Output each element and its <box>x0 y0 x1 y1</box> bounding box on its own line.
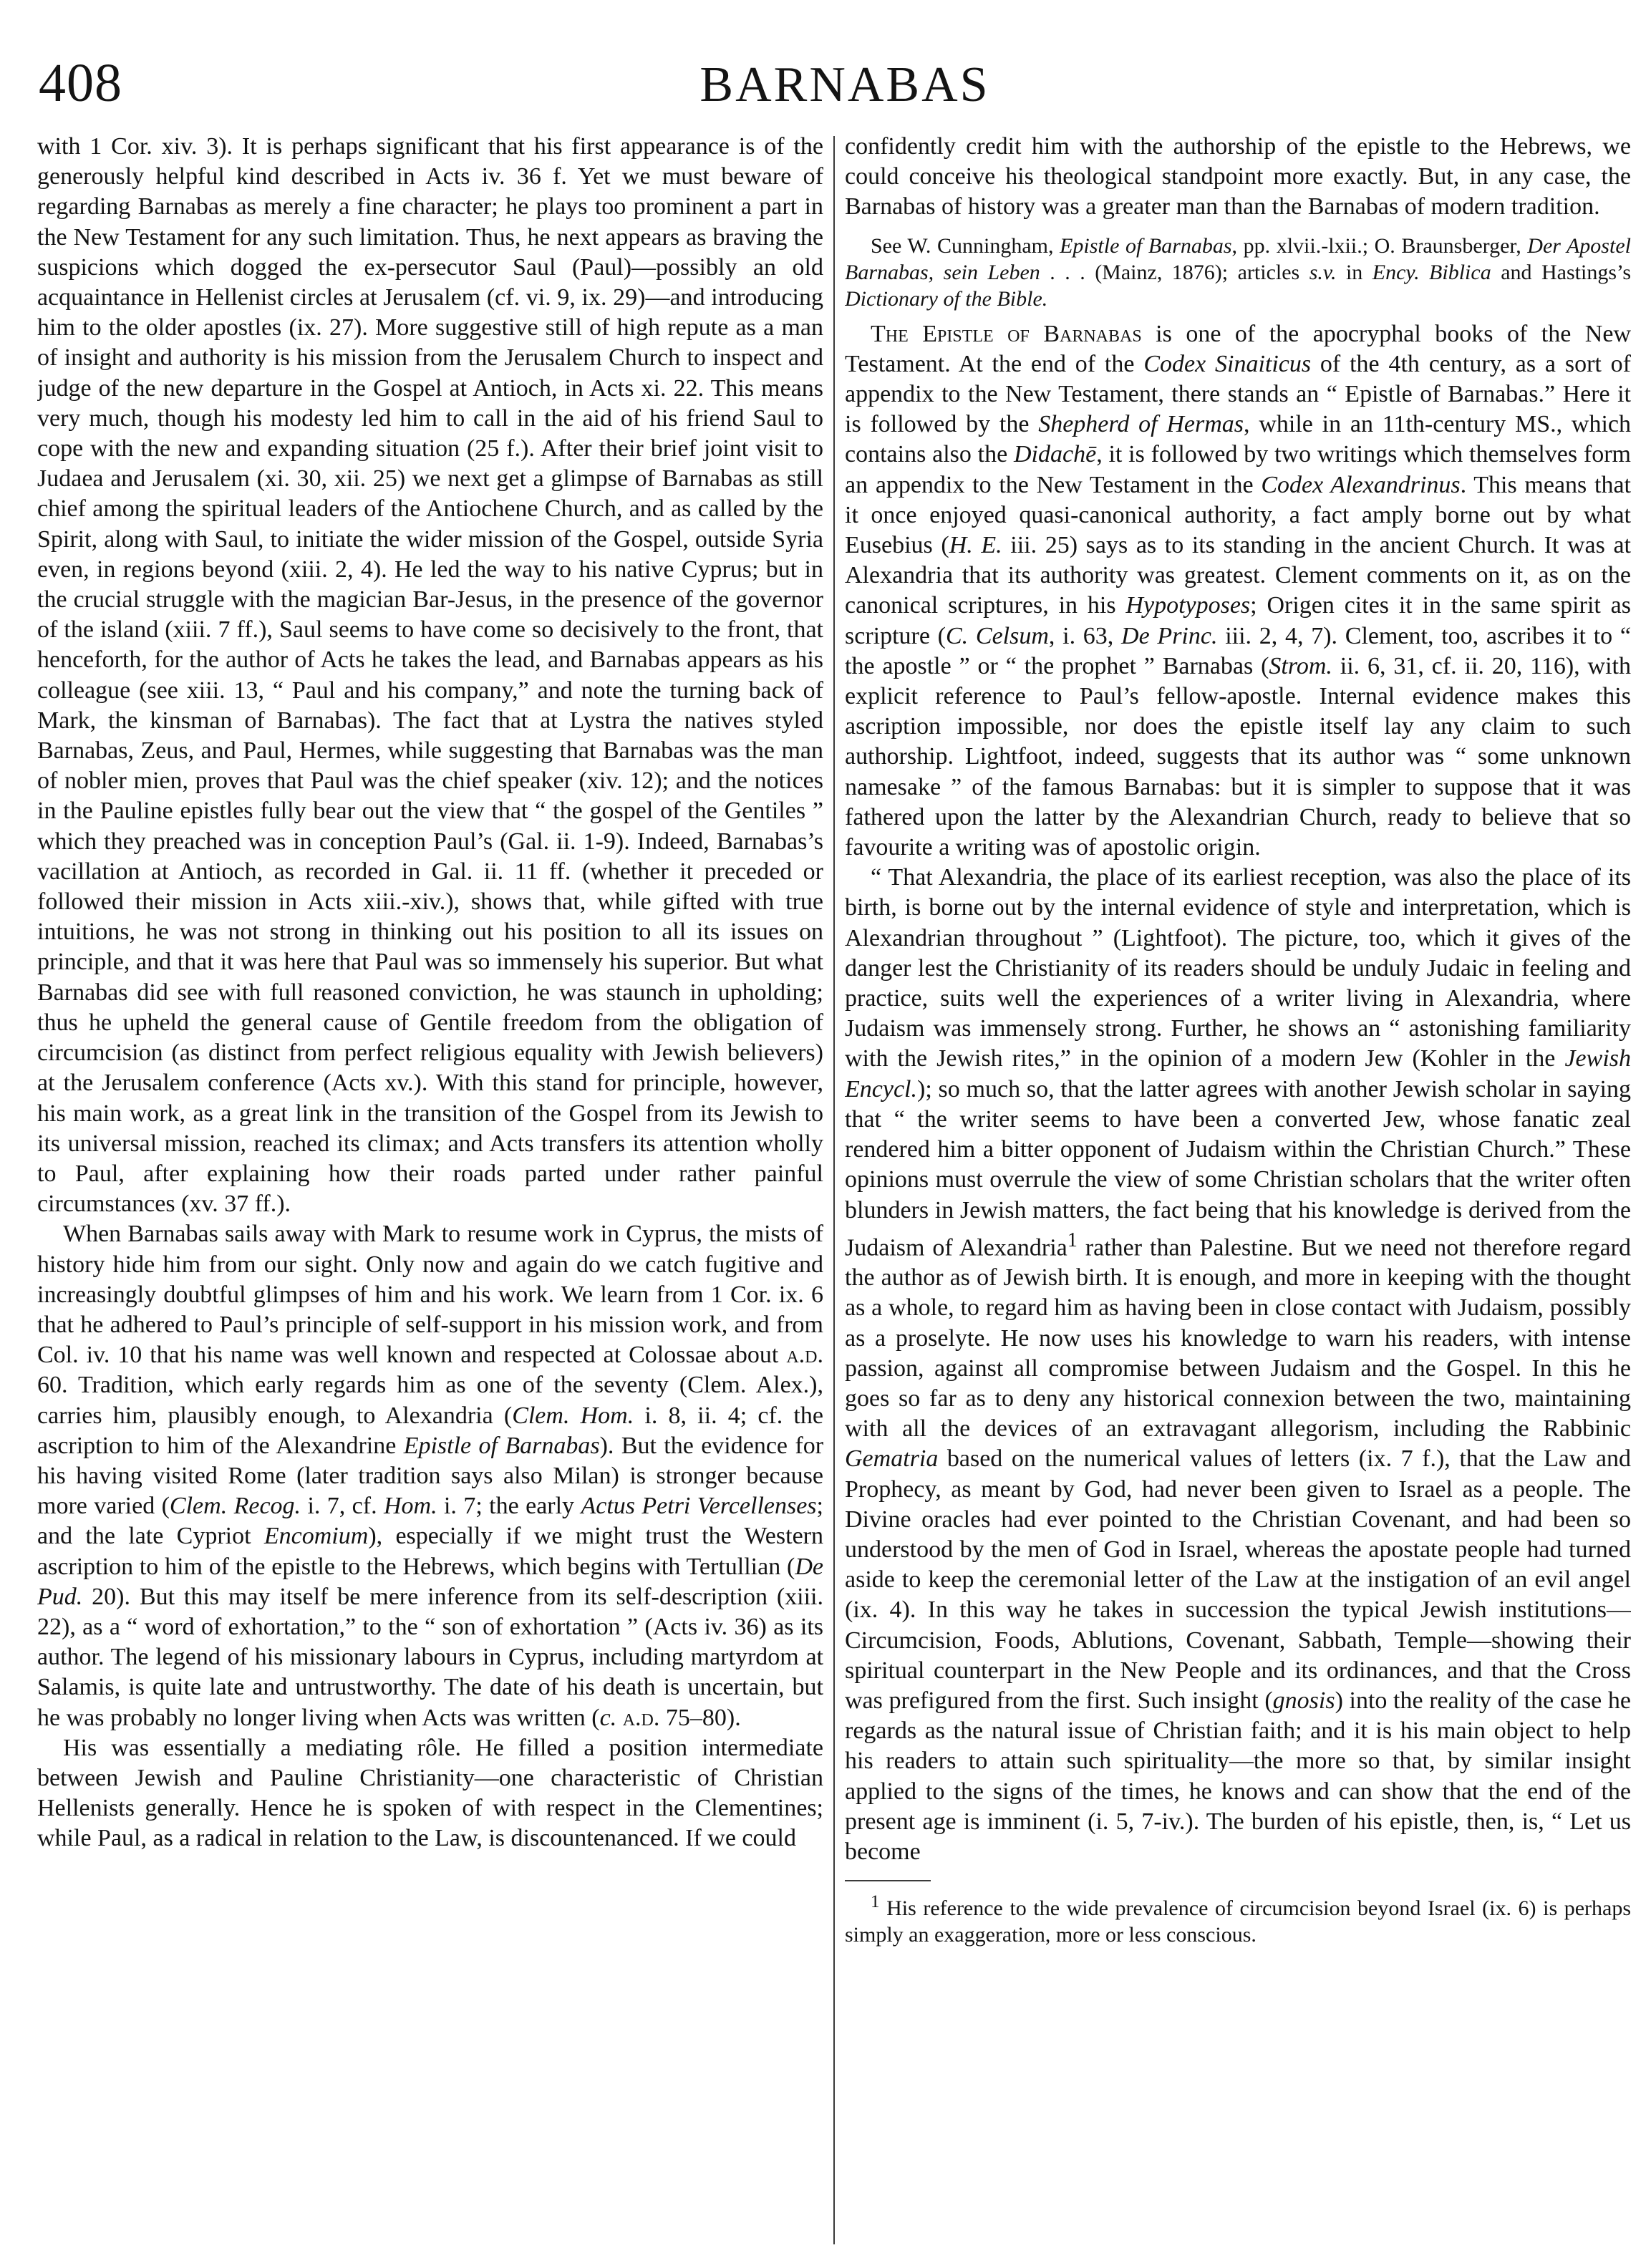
page-number: 408 <box>39 53 122 113</box>
running-title: BARNABAS <box>699 57 990 112</box>
text-run: of the 4th century, as a sort of appendix to the New Testament, there stands an “ Epistle of Barnabas.” Here it is followed by the <box>845 350 1631 438</box>
era-abbreviation: a.d. <box>622 1704 660 1731</box>
era-abbreviation: a.d. <box>786 1342 823 1369</box>
footnote-text: His reference to the wide prevalence of circumcision beyond Israel (ix. 6) is perhaps simply an exaggeration, more or less conscious. <box>845 1896 1631 1947</box>
paragraph-early-career: with 1 Cor. xiv. 3). It is perhaps significant that his first appearance is of the generously helpful kind described in Acts iv. 36 f. Yet we must beware of regarding Barnabas as merely a fine character; he plays too prominent a part in the New Testament for any such limitation. Thus, he next appears as braving the suspicions which dogged the ex-persecutor Saul (Paul)—possibly an old acquaintance in Hellenist circles at Jerusalem (cf. vi. 9, ix. 29)—and introducing him to the older apostles (ix. 27). More suggestive still of high repute as a man of insight and authority is his mission from the Jerusalem Church to inspect and judge of the new departure in the Gospel at Antioch, in Acts xi. 22. This means very much, though his modesty led him to call in the aid of his friend Saul to cope with the new and expanding situation (25 f.). After their brief joint visit to Judaea and Jerusalem (xi. 30, xii. 25) we next get a glimpse of Barnabas as still chief among the spiritual leaders of the Antiochene Church, and as called by the Spirit, along with Saul, to initiate the wider mission of the Gospel, outside Syria even, in regions beyond (xiii. 2, 4). He led the way to his native Cyprus; but in the crucial struggle with the magician Bar-Jesus, in the presence of the governor of the island (xiii. 7 ff.), Saul seems to have come so decisively to the front, that henceforth, for the author of Acts he takes the lead, and Barnabas appears as his colleague (see xiii. 13, “ Paul and his company,” and note the turning back of Mark, the kinsman of Barnabas). The fact that at Lystra the natives styled Barnabas, Zeus, and Paul, Hermes, while suggesting that Barnabas was the man of nobler mien, proves that Paul was the chief speaker (xiv. 12); and the notices in the Pauline epistles fully bear out the view that “ the gospel of the Gentiles ” which they preached was in conception Paul’s (Gal. ii. 1-9). Indeed, Barnabas’s vacillation at Antioch, as recorded in Gal. ii. 11 ff. (whether it preceded or followed their mission in Acts xiii.-xiv.), shows that, while gifted with true intuitions, he was not strong in thinking out his position to all its issues on principle, and that it was here that Paul was so immensely his superior. But what Barnabas did see with full reasoned conviction, he was staunch in upholding; thus he upheld the general cause of Gentile freedom from the obligation of circumcision (as distinct from perfect religious equality with Jewish believers) at the Jerusalem conference (Acts xv.). With this stand for principle, however, his main work, as a great link in the transition of the Gospel from its Jewish to its universal mission, reached its climax; and Acts transfers its attention wholly to Paul, after explaining how their roads parted under rather painful circumstances (xv. 37 ff.). <box>37 133 823 1218</box>
work-title: H. E. <box>949 532 1002 559</box>
text-run: . . . (Mainz, 1876); articles <box>1040 260 1309 284</box>
text-run: is one of the apocryphal books of the New Testament. At the end of the <box>845 320 1631 377</box>
paragraph-mediating-role: His was essentially a mediating rôle. He filled a position intermediate between Jewish and Pauline Christianity—one characteristic of Christian Hellenists generally. Hence he is spoken of with respect in the Clementines; while Paul, as a radical in relation to the Law, is discountenanced. If we could <box>37 1734 823 1852</box>
abbreviation: s.v. <box>1309 260 1337 284</box>
text-run: i. 7, cf. <box>301 1493 384 1520</box>
bibliography-note <box>845 233 1631 312</box>
text-run: ii. 6, 31, cf. ii. 20, 116), with explicit reference to Paul’s fellow-apostle. Internal evidence makes this ascription impossible, nor does the epistle itself lay any claim to such authorship. Lightfoot, indeed, suggests that its author was “ some unknown namesake ” of the famous Barnabas: but it is simpler to suppose that it was fathered upon the latter by the Alexandrian Church, ready to believe that so favourite a writing was of apostolic origin. <box>845 652 1631 861</box>
text-run: based on the numerical values of letters (ix. 7 f.), that the Law and Prophecy, as meant by God, had never been given to Israel as a people. The Divine oracles had ever pointed to the Christian Covenant, and had been so understood by the men of God in Israel, whereas the apostate people had turned aside to keep the ceremonial letter of the Law at the instigation of an evil angel (ix. 4). In this way he takes in succession the typical Jewish institutions—Circumcision, Foods, Ablutions, Covenant, Sabbath, Temple—showing their spiritual counterpart in the New People and its ordinances, and that the Cross was prefigured from the first. Such insight ( <box>845 1445 1631 1715</box>
work-title: Strom. <box>1269 652 1332 679</box>
work-title: De Pud. <box>37 1553 823 1610</box>
text-run: . This means that it once enjoyed quasi-canonical authority, a fact amply borne out by what Eusebius ( <box>845 471 1631 559</box>
work-title: Clem. Recog. <box>169 1493 301 1520</box>
paragraph-continuation: confidently credit him with the authorship of the epistle to the Hebrews, we could conceive his theological standpoint more exactly. But, in any case, the Barnabas of history was a greater man than the Barnabas of modern tradition. <box>845 133 1631 220</box>
work-title: Didachē <box>1014 441 1097 468</box>
work-title: Hom. <box>383 1493 437 1520</box>
term: Gematria <box>845 1445 939 1473</box>
work-title: Codex Alexandrinus <box>1261 471 1461 498</box>
work-title: Jewish Encycl. <box>845 1045 1631 1102</box>
work-title: Dictionary of the Bible. <box>845 286 1048 311</box>
text-run: rather than Palestine. But we need not therefore regard the author as of Jewish birth. It is enough, and more in keeping with the thought as a whole, to regard him as having been in close contact with Judaism, possibly as a proselyte. He now uses his knowledge to warn his readers, with intense passion, against all compromise between Judaism and the Gospel. In this he goes so far as to deny any historical connexion between the two, maintaining with all the devices of an extravagant allegorism, including the Rabbinic <box>845 1234 1631 1443</box>
footnote-divider <box>845 1880 931 1881</box>
work-title: Codex Sinaiticus <box>1143 350 1312 377</box>
text-run: i. 8, ii. 4; cf. the ascription to him of the Alexandrine <box>37 1402 823 1459</box>
text-run: ; and the late Cypriot <box>37 1493 823 1550</box>
text-run: and Hastings’s <box>1491 260 1631 284</box>
work-title: Clem. Hom. <box>512 1402 634 1429</box>
circa-abbreviation: c. <box>599 1704 617 1731</box>
text-run: iii. 2, 4, 7). Clement, too, ascribes it to “ the apostle ” or “ the prophet ” Barnabas ( <box>845 622 1631 679</box>
text-run: ); so much so, that the latter agrees with another Jewish scholar in saying that “ the writer seems to have been a converted Jew, whose fanatic zeal rendered him a bitter opponent of Judaism within the Christian Church.” These opinions must overrule the view of some Christian scholars that the writer often blunders in Jewish matters, the fact being that his knowledge is derived from the Judaism of Alexandria <box>845 1075 1631 1261</box>
text-run: in <box>1336 260 1372 284</box>
text-run: , pp. xlvii.-lxii.; O. Braunsberger, <box>1231 233 1528 258</box>
work-title: Der Apostel Barnabas, sein Leben <box>845 233 1631 284</box>
work-title: Actus Petri Vercellenses <box>581 1493 817 1520</box>
text-run: , while in an 11th-century MS., which contains also the <box>845 411 1631 468</box>
text-run: See W. Cunningham, <box>871 233 1060 258</box>
paragraph-later-tradition <box>37 1219 823 1732</box>
footnote-marker: 1 <box>871 1892 880 1912</box>
paragraph-alexandrian-origin <box>845 863 1631 1867</box>
column-divider <box>833 136 835 2244</box>
work-title: Encomium <box>263 1523 369 1550</box>
footnote <box>845 1889 1631 1948</box>
text-run: 20). But this may itself be mere inference from its self-description (xiii. 22), as a “ word of exhortation,” to the “ son of exhortation ” (Acts iv. 36) as its author. The legend of his missionary labours in Cyprus, including martyrdom at Salamis, is quite late and untrustworthy. The date of his death is uncertain, but he was probably no longer living when Acts was written ( <box>37 1583 823 1731</box>
work-title: De Princ. <box>1121 622 1218 649</box>
footnote-reference: 1 <box>1067 1228 1078 1251</box>
text-run: “ That Alexandria, the place of its earliest reception, was also the place of its birth, is borne out by the internal evidence of style and interpretation, which is Alexandrian throughout ” (Lightfoot). The picture, too, which it gives of the danger lest the Christianity of its readers should be unduly Judaic in feeling and practice, suits well the experiences of a writer living in Alexandria, where Judaism was immensely strong. Further, he shows an “ astonishing familiarity with the Jewish rites,” in the opinion of a modern Jew (Kohler in the <box>845 864 1631 1072</box>
work-title: Ency. Biblica <box>1372 260 1491 284</box>
entry-heading: The Epistle of Barnabas <box>871 320 1142 347</box>
text-run: ). But the evidence for his having visited Rome (later tradition says also Milan) is stronger because more varied ( <box>37 1432 823 1520</box>
work-title: Hypotyposes <box>1125 592 1251 619</box>
text-run: i. 7; the early <box>437 1493 581 1520</box>
left-column <box>37 132 823 2251</box>
text-run: ; Origen cites it in the same spirit as scripture ( <box>845 592 1631 649</box>
right-column <box>845 132 1631 2251</box>
work-title: C. Celsum <box>946 622 1049 649</box>
text-run: ) into the reality of the case he regards as the natural issue of Christian faith; and it is his main object to help his readers to attain such spirituality—the more so that, by similar insight applied to the signs of the times, he knows and can show that the end of the present age is imminent (i. 5, 7-iv.). The burden of his epistle, then, is, “ Let us become <box>845 1687 1631 1866</box>
text-run: 60. Tradition, which early regards him as one of the seventy (Clem. Alex.), carries him, plausibly enough, to Alexandria ( <box>37 1372 823 1429</box>
text-run: iii. 25) says as to its standing in the ancient Church. It was at Alexandria that its authority was greatest. Clement comments on it, as on the canonical scriptures, in his <box>845 532 1631 619</box>
text-run: When Barnabas sails away with Mark to resume work in Cyprus, the mists of history hide him from our sight. Only now and again do we catch fugitive and increasingly doubtful glimpses of him and his work. We learn from 1 Cor. ix. 6 that he adhered to Paul’s principle of self-support in his mission work, and from Col. iv. 10 that his name was well known and respected at Colossae about <box>37 1221 823 1369</box>
work-title: Epistle of Barnabas <box>1060 233 1232 258</box>
text-run: , it is followed by two writings which themselves form an appendix to the New Testament in the <box>845 441 1631 498</box>
term: gnosis <box>1272 1687 1335 1715</box>
text-run: 75–80). <box>659 1704 741 1731</box>
work-title: Shepherd of Hermas <box>1038 411 1244 438</box>
paragraph-epistle-intro <box>845 319 1631 863</box>
work-title: Epistle of Barnabas <box>403 1432 600 1459</box>
text-run: ), especially if we might trust the Western ascription to him of the epistle to the Hebrews, which begins with Tertullian ( <box>37 1523 823 1580</box>
text-run: , i. 63, <box>1048 622 1122 649</box>
